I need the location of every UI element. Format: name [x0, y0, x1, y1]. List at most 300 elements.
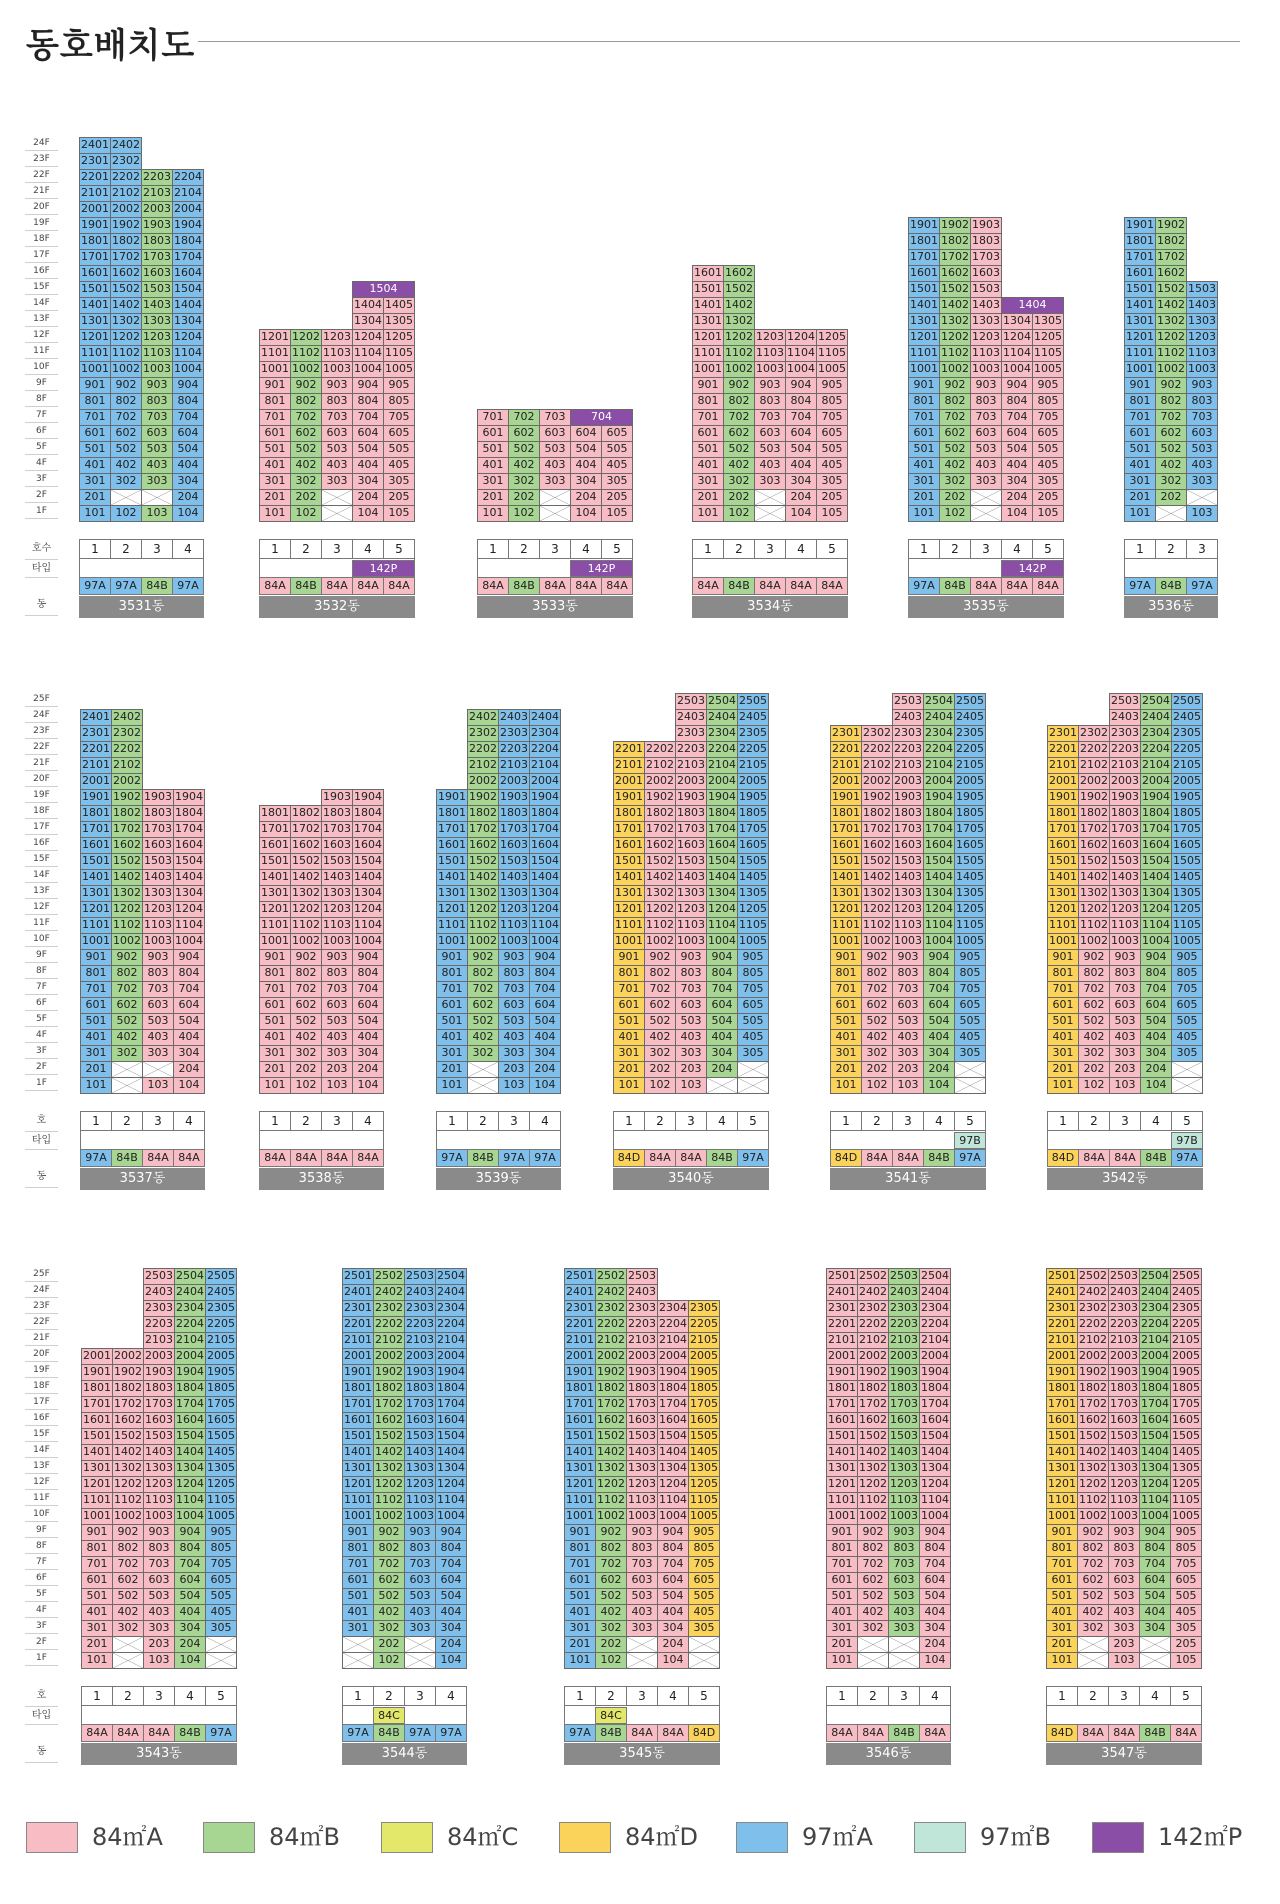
unit-cell[interactable]: 204	[1140, 1061, 1172, 1078]
unit-cell[interactable]: 1403	[143, 1444, 175, 1461]
unit-cell[interactable]: 803	[321, 393, 353, 410]
unit-cell[interactable]: 1501	[79, 281, 111, 298]
unit-cell[interactable]: 104	[919, 1652, 951, 1669]
unit-cell[interactable]: 1501	[1124, 281, 1156, 298]
unit-cell[interactable]: 1101	[692, 345, 724, 362]
unit-cell[interactable]: 102	[644, 1077, 676, 1094]
unit-cell[interactable]: 604	[923, 997, 955, 1014]
unit-cell[interactable]: 802	[290, 393, 322, 410]
unit-cell[interactable]: 1004	[172, 361, 204, 378]
unit-cell[interactable]: 1004	[1140, 933, 1172, 950]
unit-cell[interactable]: 1005	[954, 933, 986, 950]
unit-cell[interactable]: 102	[110, 505, 142, 522]
unit-cell[interactable]: 2104	[529, 757, 561, 774]
unit-cell[interactable]: 1102	[112, 1492, 144, 1509]
unit-cell[interactable]: 1601	[342, 1412, 374, 1429]
unit-cell[interactable]: 603	[1108, 1572, 1140, 1589]
unit-cell[interactable]: 401	[342, 1604, 374, 1621]
unit-cell[interactable]: 2303	[888, 1300, 920, 1317]
unit-cell[interactable]: 1603	[141, 265, 173, 282]
unit-cell[interactable]: 804	[1139, 1540, 1171, 1557]
unit-cell[interactable]: 2002	[467, 773, 499, 790]
unit-cell[interactable]: 1905	[205, 1364, 237, 1381]
unit-cell[interactable]: 305	[1032, 473, 1064, 490]
unit-cell[interactable]: 1103	[1186, 345, 1218, 362]
unit-cell[interactable]: 1202	[112, 1476, 144, 1493]
unit-cell[interactable]: 1604	[172, 265, 204, 282]
unit-cell[interactable]: 1101	[1046, 1492, 1078, 1509]
unit-cell[interactable]: 503	[892, 1013, 924, 1030]
unit-cell[interactable]: 602	[110, 425, 142, 442]
unit-cell[interactable]: 502	[373, 1588, 405, 1605]
unit-cell[interactable]: 1201	[1047, 901, 1079, 918]
unit-cell[interactable]: 701	[259, 981, 291, 998]
unit-cell[interactable]: 1702	[1077, 1396, 1109, 1413]
unit-cell[interactable]: 2101	[826, 1332, 858, 1349]
unit-cell[interactable]: 1804	[923, 805, 955, 822]
unit-cell[interactable]: 501	[436, 1013, 468, 1030]
unit-cell[interactable]: 1504	[172, 281, 204, 298]
unit-cell[interactable]: 701	[79, 409, 111, 426]
unit-cell[interactable]: 402	[110, 457, 142, 474]
unit-cell[interactable]: 404	[785, 457, 817, 474]
unit-cell[interactable]: 204	[435, 1636, 467, 1653]
unit-cell[interactable]: 2404	[919, 1284, 951, 1301]
unit-cell[interactable]: 1504	[1140, 853, 1172, 870]
unit-cell[interactable]: 602	[723, 425, 755, 442]
unit-cell[interactable]: 902	[861, 949, 893, 966]
unit-cell[interactable]: 1604	[657, 1412, 689, 1429]
unit-cell[interactable]: 1404	[529, 869, 561, 886]
unit-cell[interactable]: 2005	[1170, 1348, 1202, 1365]
unit-cell[interactable]: 1203	[754, 329, 786, 346]
unit-cell[interactable]: 2002	[1078, 773, 1110, 790]
unit-cell[interactable]: 1804	[352, 805, 384, 822]
unit-cell[interactable]: 1001	[1124, 361, 1156, 378]
unit-cell[interactable]: 501	[826, 1588, 858, 1605]
unit-cell[interactable]: 704	[173, 981, 205, 998]
unit-cell[interactable]: 1303	[970, 313, 1002, 330]
unit-cell[interactable]: 2103	[1108, 1332, 1140, 1349]
unit-cell[interactable]: 1404	[1140, 869, 1172, 886]
unit-cell[interactable]: 302	[723, 473, 755, 490]
unit-cell[interactable]: 503	[1108, 1588, 1140, 1605]
unit-cell[interactable]: 1301	[436, 885, 468, 902]
unit-cell[interactable]: 801	[830, 965, 862, 982]
unit-cell[interactable]: 301	[826, 1620, 858, 1637]
unit-cell[interactable]: 1703	[143, 1396, 175, 1413]
unit-cell[interactable]: 2002	[857, 1348, 889, 1365]
unit-cell[interactable]: 2101	[830, 757, 862, 774]
unit-cell[interactable]: 702	[857, 1556, 889, 1573]
unit-cell[interactable]: 803	[141, 393, 173, 410]
unit-cell[interactable]: 502	[857, 1588, 889, 1605]
unit-cell[interactable]: 1803	[143, 1380, 175, 1397]
unit-cell[interactable]: 2301	[80, 725, 112, 742]
unit-cell[interactable]: 402	[595, 1604, 627, 1621]
unit-cell[interactable]: 1503	[404, 1428, 436, 1445]
unit-cell[interactable]: 1801	[908, 233, 940, 250]
unit-cell[interactable]: 2405	[205, 1284, 237, 1301]
unit-cell[interactable]: 1503	[143, 1428, 175, 1445]
unit-cell[interactable]: 1904	[923, 789, 955, 806]
unit-cell[interactable]: 802	[723, 393, 755, 410]
unit-cell[interactable]: 2404	[706, 709, 738, 726]
unit-cell[interactable]: 204	[1001, 489, 1033, 506]
unit-cell[interactable]: 305	[688, 1620, 720, 1637]
unit-cell[interactable]: 1503	[1108, 1428, 1140, 1445]
unit-cell[interactable]: 605	[601, 425, 633, 442]
unit-cell[interactable]: 1801	[436, 805, 468, 822]
unit-cell[interactable]: 504	[923, 1013, 955, 1030]
unit-cell[interactable]: 803	[892, 965, 924, 982]
unit-cell[interactable]: 1001	[259, 361, 291, 378]
unit-cell[interactable]: 1702	[112, 1396, 144, 1413]
unit-cell[interactable]: 1601	[826, 1412, 858, 1429]
unit-cell[interactable]: 2003	[626, 1348, 658, 1365]
unit-cell[interactable]: 1503	[498, 853, 530, 870]
unit-cell[interactable]: 1603	[675, 837, 707, 854]
unit-cell[interactable]: 203	[1108, 1636, 1140, 1653]
unit-cell[interactable]: 2301	[1047, 725, 1079, 742]
unit-cell[interactable]: 1102	[723, 345, 755, 362]
unit-cell[interactable]: 503	[754, 441, 786, 458]
unit-cell[interactable]: 1102	[373, 1492, 405, 1509]
unit-cell[interactable]: 1903	[1108, 1364, 1140, 1381]
unit-cell[interactable]: 2301	[1046, 1300, 1078, 1317]
unit-cell[interactable]: 404	[1001, 457, 1033, 474]
unit-cell[interactable]: 303	[754, 473, 786, 490]
unit-cell[interactable]: 1301	[79, 313, 111, 330]
unit-cell[interactable]: 303	[539, 473, 571, 490]
unit-cell[interactable]: 1803	[321, 805, 353, 822]
unit-cell[interactable]: 1204	[529, 901, 561, 918]
unit-cell[interactable]: 1404	[919, 1444, 951, 1461]
unit-cell[interactable]: 603	[754, 425, 786, 442]
unit-cell[interactable]: 301	[1046, 1620, 1078, 1637]
unit-cell[interactable]: 1401	[908, 297, 940, 314]
unit-cell[interactable]: 1903	[1109, 789, 1141, 806]
unit-cell[interactable]: 2302	[595, 1300, 627, 1317]
unit-cell[interactable]: 1601	[908, 265, 940, 282]
unit-cell[interactable]: 1903	[143, 1364, 175, 1381]
unit-cell[interactable]: 1803	[888, 1380, 920, 1397]
unit-cell[interactable]: 2102	[110, 185, 142, 202]
unit-cell[interactable]: 401	[1046, 1604, 1078, 1621]
unit-cell[interactable]: 1104	[923, 917, 955, 934]
unit-cell[interactable]: 904	[1139, 1524, 1171, 1541]
unit-cell[interactable]: 505	[1171, 1013, 1203, 1030]
unit-cell[interactable]: 1203	[498, 901, 530, 918]
unit-cell[interactable]: 604	[919, 1572, 951, 1589]
unit-cell[interactable]: 1502	[1155, 281, 1187, 298]
unit-cell[interactable]: 2102	[857, 1332, 889, 1349]
unit-cell[interactable]: 2404	[529, 709, 561, 726]
unit-cell[interactable]: 1901	[908, 217, 940, 234]
unit-cell[interactable]: 1601	[564, 1412, 596, 1429]
unit-cell[interactable]: 2103	[892, 757, 924, 774]
unit-cell[interactable]: 204	[706, 1061, 738, 1078]
unit-cell[interactable]: 301	[259, 473, 291, 490]
unit-cell[interactable]: 1701	[1047, 821, 1079, 838]
unit-cell[interactable]: 1704	[172, 249, 204, 266]
unit-cell[interactable]: 201	[79, 489, 111, 506]
unit-cell[interactable]: 101	[826, 1652, 858, 1669]
unit-cell[interactable]: 702	[1077, 1556, 1109, 1573]
unit-cell[interactable]: 1804	[173, 805, 205, 822]
unit-cell[interactable]: 1502	[373, 1428, 405, 1445]
unit-cell[interactable]: 2204	[1139, 1316, 1171, 1333]
unit-cell[interactable]: 1105	[1171, 917, 1203, 934]
unit-cell[interactable]: 403	[1109, 1029, 1141, 1046]
unit-cell[interactable]: 1203	[141, 329, 173, 346]
unit-cell[interactable]: 2102	[644, 757, 676, 774]
unit-cell[interactable]: 202	[595, 1636, 627, 1653]
unit-cell[interactable]: 1704	[1140, 821, 1172, 838]
unit-cell[interactable]: 2304	[706, 725, 738, 742]
unit-cell[interactable]: 1504	[529, 853, 561, 870]
unit-cell[interactable]: 1001	[80, 933, 112, 950]
unit-cell[interactable]: 702	[290, 409, 322, 426]
unit-cell[interactable]: 803	[143, 1540, 175, 1557]
unit-cell[interactable]: 1501	[436, 853, 468, 870]
unit-cell[interactable]: 2205	[1171, 741, 1203, 758]
unit-cell[interactable]: 1205	[1032, 329, 1064, 346]
unit-cell[interactable]: 401	[908, 457, 940, 474]
unit-cell[interactable]: 904	[174, 1524, 206, 1541]
unit-cell[interactable]: 1905	[1171, 789, 1203, 806]
unit-cell[interactable]: 1903	[498, 789, 530, 806]
unit-cell[interactable]: 1102	[467, 917, 499, 934]
unit-cell[interactable]: 2403	[1109, 709, 1141, 726]
unit-cell[interactable]: 201	[613, 1061, 645, 1078]
unit-cell[interactable]: 1504	[174, 1428, 206, 1445]
unit-cell[interactable]: 1801	[830, 805, 862, 822]
unit-cell[interactable]: 2505	[205, 1268, 237, 1285]
unit-cell[interactable]: 1602	[857, 1412, 889, 1429]
unit-cell[interactable]: 703	[539, 409, 571, 426]
unit-cell[interactable]: 1001	[613, 933, 645, 950]
unit-cell[interactable]: 1202	[723, 329, 755, 346]
unit-cell[interactable]: 2104	[1139, 1332, 1171, 1349]
unit-cell[interactable]: 2404	[1140, 709, 1172, 726]
penthouse-unit[interactable]: 1404	[1001, 297, 1064, 314]
unit-cell[interactable]: 1403	[321, 869, 353, 886]
unit-cell[interactable]: 1101	[908, 345, 940, 362]
unit-cell[interactable]: 804	[174, 1540, 206, 1557]
unit-cell[interactable]: 301	[342, 1620, 374, 1637]
unit-cell[interactable]: 703	[892, 981, 924, 998]
unit-cell[interactable]: 1903	[321, 789, 353, 806]
unit-cell[interactable]: 904	[352, 949, 384, 966]
unit-cell[interactable]: 1104	[529, 917, 561, 934]
unit-cell[interactable]: 104	[173, 1077, 205, 1094]
unit-cell[interactable]: 703	[1186, 409, 1218, 426]
unit-cell[interactable]: 504	[1139, 1588, 1171, 1605]
unit-cell[interactable]: 1203	[321, 329, 353, 346]
unit-cell[interactable]: 1702	[857, 1396, 889, 1413]
unit-cell[interactable]: 1002	[1078, 933, 1110, 950]
unit-cell[interactable]: 202	[1078, 1061, 1110, 1078]
unit-cell[interactable]: 1704	[529, 821, 561, 838]
unit-cell[interactable]: 1003	[143, 1508, 175, 1525]
unit-cell[interactable]: 1503	[888, 1428, 920, 1445]
unit-cell[interactable]: 704	[923, 981, 955, 998]
unit-cell[interactable]: 1902	[861, 789, 893, 806]
unit-cell[interactable]: 1202	[644, 901, 676, 918]
unit-cell[interactable]: 1004	[657, 1508, 689, 1525]
unit-cell[interactable]: 905	[1032, 377, 1064, 394]
unit-cell[interactable]: 2202	[467, 741, 499, 758]
unit-cell[interactable]: 1404	[352, 297, 384, 314]
unit-cell[interactable]: 105	[1170, 1652, 1202, 1669]
unit-cell[interactable]: 602	[857, 1572, 889, 1589]
unit-cell[interactable]: 101	[1124, 505, 1156, 522]
unit-cell[interactable]: 2305	[737, 725, 769, 742]
unit-cell[interactable]: 2203	[888, 1316, 920, 1333]
unit-cell[interactable]: 403	[1186, 457, 1218, 474]
unit-cell[interactable]: 1802	[939, 233, 971, 250]
unit-cell[interactable]: 1903	[675, 789, 707, 806]
unit-cell[interactable]: 401	[80, 1029, 112, 1046]
unit-cell[interactable]: 402	[1155, 457, 1187, 474]
unit-cell[interactable]: 1203	[626, 1476, 658, 1493]
unit-cell[interactable]: 2203	[498, 741, 530, 758]
unit-cell[interactable]: 801	[692, 393, 724, 410]
unit-cell[interactable]: 602	[1078, 997, 1110, 1014]
unit-cell[interactable]: 704	[1140, 981, 1172, 998]
unit-cell[interactable]: 705	[688, 1556, 720, 1573]
unit-cell[interactable]: 2303	[404, 1300, 436, 1317]
unit-cell[interactable]: 403	[1108, 1604, 1140, 1621]
unit-cell[interactable]: 1404	[352, 869, 384, 886]
unit-cell[interactable]: 1105	[1032, 345, 1064, 362]
unit-cell[interactable]: 1702	[595, 1396, 627, 1413]
unit-cell[interactable]: 1105	[816, 345, 848, 362]
unit-cell[interactable]: 602	[1077, 1572, 1109, 1589]
unit-cell[interactable]: 1705	[688, 1396, 720, 1413]
unit-cell[interactable]: 705	[1032, 409, 1064, 426]
unit-cell[interactable]: 2503	[1109, 693, 1141, 710]
unit-cell[interactable]: 204	[919, 1636, 951, 1653]
unit-cell[interactable]: 405	[1032, 457, 1064, 474]
unit-cell[interactable]: 402	[723, 457, 755, 474]
unit-cell[interactable]: 902	[111, 949, 143, 966]
penthouse-unit[interactable]: 1504	[352, 281, 415, 298]
unit-cell[interactable]: 2502	[373, 1268, 405, 1285]
unit-cell[interactable]: 1801	[81, 1380, 113, 1397]
unit-cell[interactable]: 402	[467, 1029, 499, 1046]
unit-cell[interactable]: 903	[970, 377, 1002, 394]
unit-cell[interactable]: 403	[892, 1029, 924, 1046]
unit-cell[interactable]: 1804	[919, 1380, 951, 1397]
unit-cell[interactable]: 2201	[80, 741, 112, 758]
unit-cell[interactable]: 1305	[205, 1460, 237, 1477]
unit-cell[interactable]: 2102	[373, 1332, 405, 1349]
unit-cell[interactable]: 1303	[626, 1460, 658, 1477]
unit-cell[interactable]: 701	[1124, 409, 1156, 426]
unit-cell[interactable]: 101	[436, 1077, 468, 1094]
unit-cell[interactable]: 2103	[888, 1332, 920, 1349]
unit-cell[interactable]: 602	[111, 997, 143, 1014]
unit-cell[interactable]: 1304	[1140, 885, 1172, 902]
unit-cell[interactable]: 703	[675, 981, 707, 998]
unit-cell[interactable]: 1002	[1155, 361, 1187, 378]
unit-cell[interactable]: 1003	[1109, 933, 1141, 950]
unit-cell[interactable]: 1103	[888, 1492, 920, 1509]
unit-cell[interactable]: 1401	[692, 297, 724, 314]
unit-cell[interactable]: 601	[477, 425, 509, 442]
unit-cell[interactable]: 801	[342, 1540, 374, 1557]
unit-cell[interactable]: 2404	[435, 1284, 467, 1301]
unit-cell[interactable]: 305	[816, 473, 848, 490]
unit-cell[interactable]: 2005	[205, 1348, 237, 1365]
unit-cell[interactable]: 2101	[1046, 1332, 1078, 1349]
unit-cell[interactable]: 902	[857, 1524, 889, 1541]
unit-cell[interactable]: 1903	[141, 217, 173, 234]
unit-cell[interactable]: 2204	[529, 741, 561, 758]
unit-cell[interactable]: 501	[342, 1588, 374, 1605]
unit-cell[interactable]: 905	[688, 1524, 720, 1541]
unit-cell[interactable]: 502	[467, 1013, 499, 1030]
unit-cell[interactable]: 603	[888, 1572, 920, 1589]
unit-cell[interactable]: 1605	[1170, 1412, 1202, 1429]
unit-cell[interactable]: 904	[785, 377, 817, 394]
unit-cell[interactable]: 304	[919, 1620, 951, 1637]
unit-cell[interactable]: 504	[529, 1013, 561, 1030]
unit-cell[interactable]: 2005	[954, 773, 986, 790]
unit-cell[interactable]: 604	[706, 997, 738, 1014]
unit-cell[interactable]: 1501	[908, 281, 940, 298]
unit-cell[interactable]: 505	[1170, 1588, 1202, 1605]
unit-cell[interactable]: 502	[110, 441, 142, 458]
unit-cell[interactable]: 2304	[919, 1300, 951, 1317]
unit-cell[interactable]: 1604	[173, 837, 205, 854]
unit-cell[interactable]: 805	[954, 965, 986, 982]
unit-cell[interactable]: 2501	[826, 1268, 858, 1285]
unit-cell[interactable]: 1203	[143, 1476, 175, 1493]
unit-cell[interactable]: 404	[570, 457, 602, 474]
unit-cell[interactable]: 2402	[467, 709, 499, 726]
unit-cell[interactable]: 1703	[892, 821, 924, 838]
unit-cell[interactable]: 102	[290, 505, 322, 522]
unit-cell[interactable]: 1601	[259, 837, 291, 854]
unit-cell[interactable]: 1903	[892, 789, 924, 806]
unit-cell[interactable]: 2201	[826, 1316, 858, 1333]
building-name[interactable]: 3541동	[830, 1168, 986, 1190]
unit-cell[interactable]: 1904	[352, 789, 384, 806]
unit-cell[interactable]: 703	[143, 1556, 175, 1573]
unit-cell[interactable]: 502	[1155, 441, 1187, 458]
unit-cell[interactable]: 405	[1170, 1604, 1202, 1621]
unit-cell[interactable]: 1805	[1170, 1380, 1202, 1397]
unit-cell[interactable]: 101	[692, 505, 724, 522]
unit-cell[interactable]: 403	[141, 457, 173, 474]
unit-cell[interactable]: 1403	[675, 869, 707, 886]
unit-cell[interactable]: 101	[80, 1077, 112, 1094]
unit-cell[interactable]: 1203	[1186, 329, 1218, 346]
unit-cell[interactable]: 1704	[1139, 1396, 1171, 1413]
unit-cell[interactable]: 1405	[1170, 1444, 1202, 1461]
unit-cell[interactable]: 2202	[373, 1316, 405, 1333]
unit-cell[interactable]: 605	[954, 997, 986, 1014]
unit-cell[interactable]: 502	[939, 441, 971, 458]
unit-cell[interactable]: 702	[467, 981, 499, 998]
unit-cell[interactable]: 101	[1046, 1652, 1078, 1669]
unit-cell[interactable]: 1304	[352, 313, 384, 330]
unit-cell[interactable]: 2402	[110, 137, 142, 154]
unit-cell[interactable]: 1502	[595, 1428, 627, 1445]
